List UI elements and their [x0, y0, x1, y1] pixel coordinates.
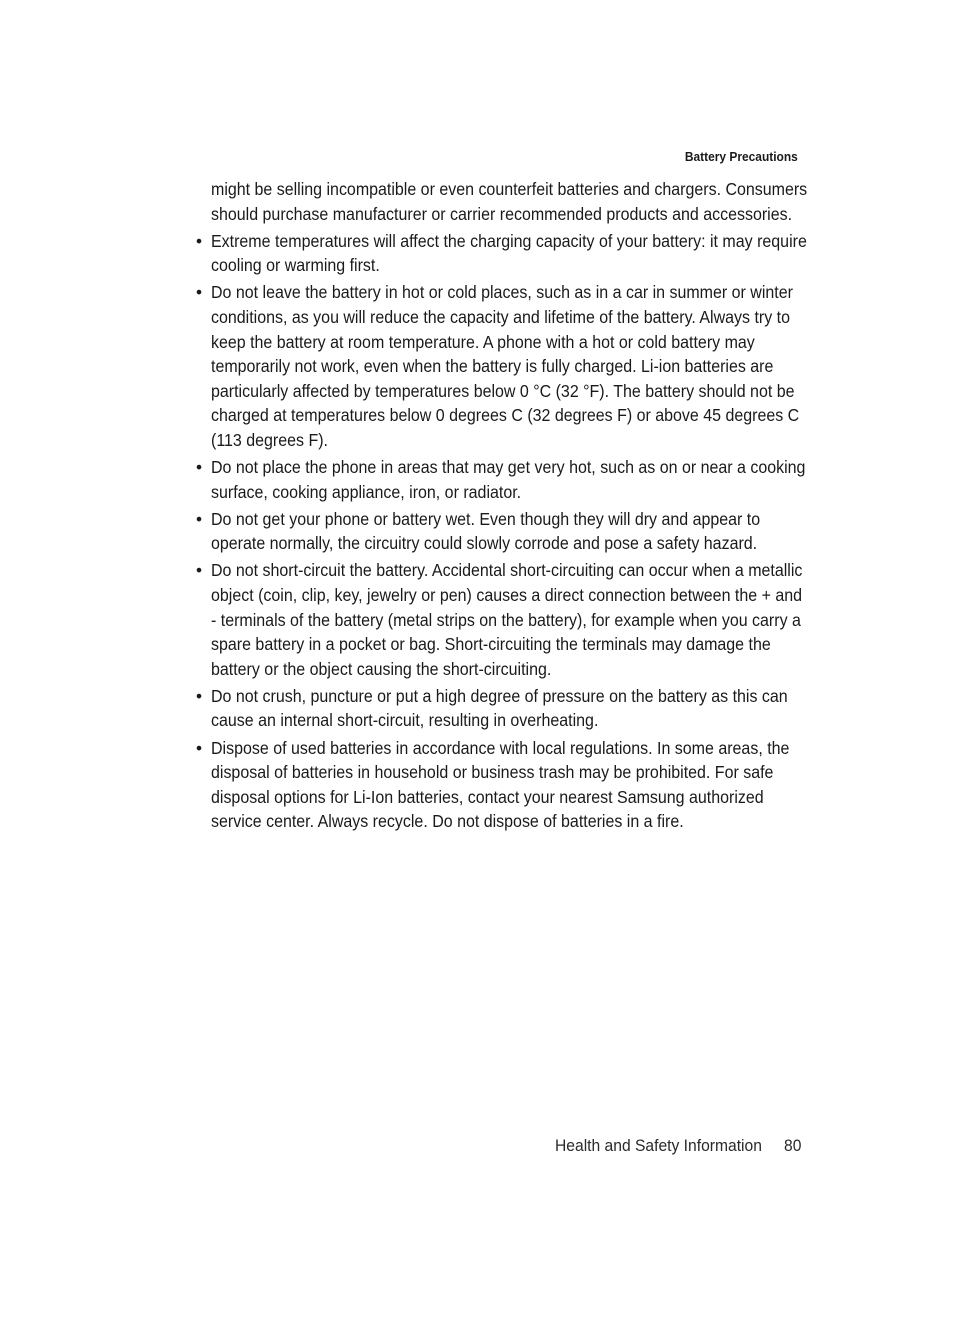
list-item — [196, 280, 808, 452]
list-item — [196, 736, 808, 834]
list-item-text: Do not leave the battery in hot or cold places, such as in a car in summer or winter conditions, as you will reduce the capacity and lifetime of the battery. Always try to keep the battery at room temperature. A phone with a hot or cold battery may temporarily not work, even when the battery is fully charged. Li-ion batteries are particularly affected by temperatures below 0 °C (32 °F). The battery should not be charged at temperatures below 0 degrees C (32 degrees F) or above 45 degrees C (113 degrees F). — [211, 282, 800, 450]
list-item-text: Do not crush, puncture or put a high degree of pressure on the battery as this can cause an internal short-circuit, resulting in overheating. — [211, 685, 788, 731]
continuation-text: might be selling incompatible or even counterfeit batteries and chargers. Consumers should purchase manufacturer or carrier recommended products and accessories. — [211, 179, 808, 224]
page-footer — [555, 1136, 823, 1156]
list-item — [196, 507, 808, 556]
bullet-icon: • — [196, 685, 203, 706]
bullet-icon: • — [196, 230, 203, 251]
list-item — [196, 684, 808, 733]
bullet-icon: • — [196, 508, 203, 529]
list-item-text: Extreme temperatures will affect the charging capacity of your battery: it may require cooling or warming first. — [211, 230, 807, 276]
list-item-text: Dispose of used batteries in accordance with local regulations. In some areas, the disposal of batteries in household or business trash may be prohibited. For safe disposal options for Li-Ion batteries, contact your nearest Samsung authorized service center. Always recycle. Do not dispose of batteries in a fire. — [211, 737, 790, 832]
section-header: Battery Precautions — [684, 149, 798, 164]
page-body — [196, 177, 808, 836]
list-item-text: Do not place the phone in areas that may get very hot, such as on or near a cooking surface, cooking appliance, iron, or radiator. — [211, 457, 806, 502]
bullet-icon: • — [196, 560, 203, 581]
precautions-list — [196, 229, 808, 834]
list-item-text: Do not get your phone or battery wet. Even though they will dry and appear to operate normally, the circuitry could slowly corrode and pose a safety hazard. — [211, 508, 761, 554]
bullet-icon: • — [196, 457, 203, 478]
bullet-icon: • — [196, 282, 203, 303]
footer-chapter-title: Health and Safety Information — [555, 1136, 762, 1155]
list-item — [196, 455, 808, 504]
list-item — [196, 558, 808, 681]
continuation-paragraph — [196, 177, 808, 226]
page-number: 80 — [784, 1136, 802, 1155]
bullet-icon: • — [196, 737, 203, 758]
list-item-text: Do not short-circuit the battery. Accidental short-circuiting can occur when a metallic object (coin, clip, key, jewelry or pen) causes a direct connection between the + and - terminals of the battery (metal strips on the battery), for example when you carry a spare battery in a pocket or bag. Short-circuiting the terminals may damage the battery or the object causing the short-circuiting. — [211, 560, 803, 679]
list-item — [196, 229, 808, 278]
